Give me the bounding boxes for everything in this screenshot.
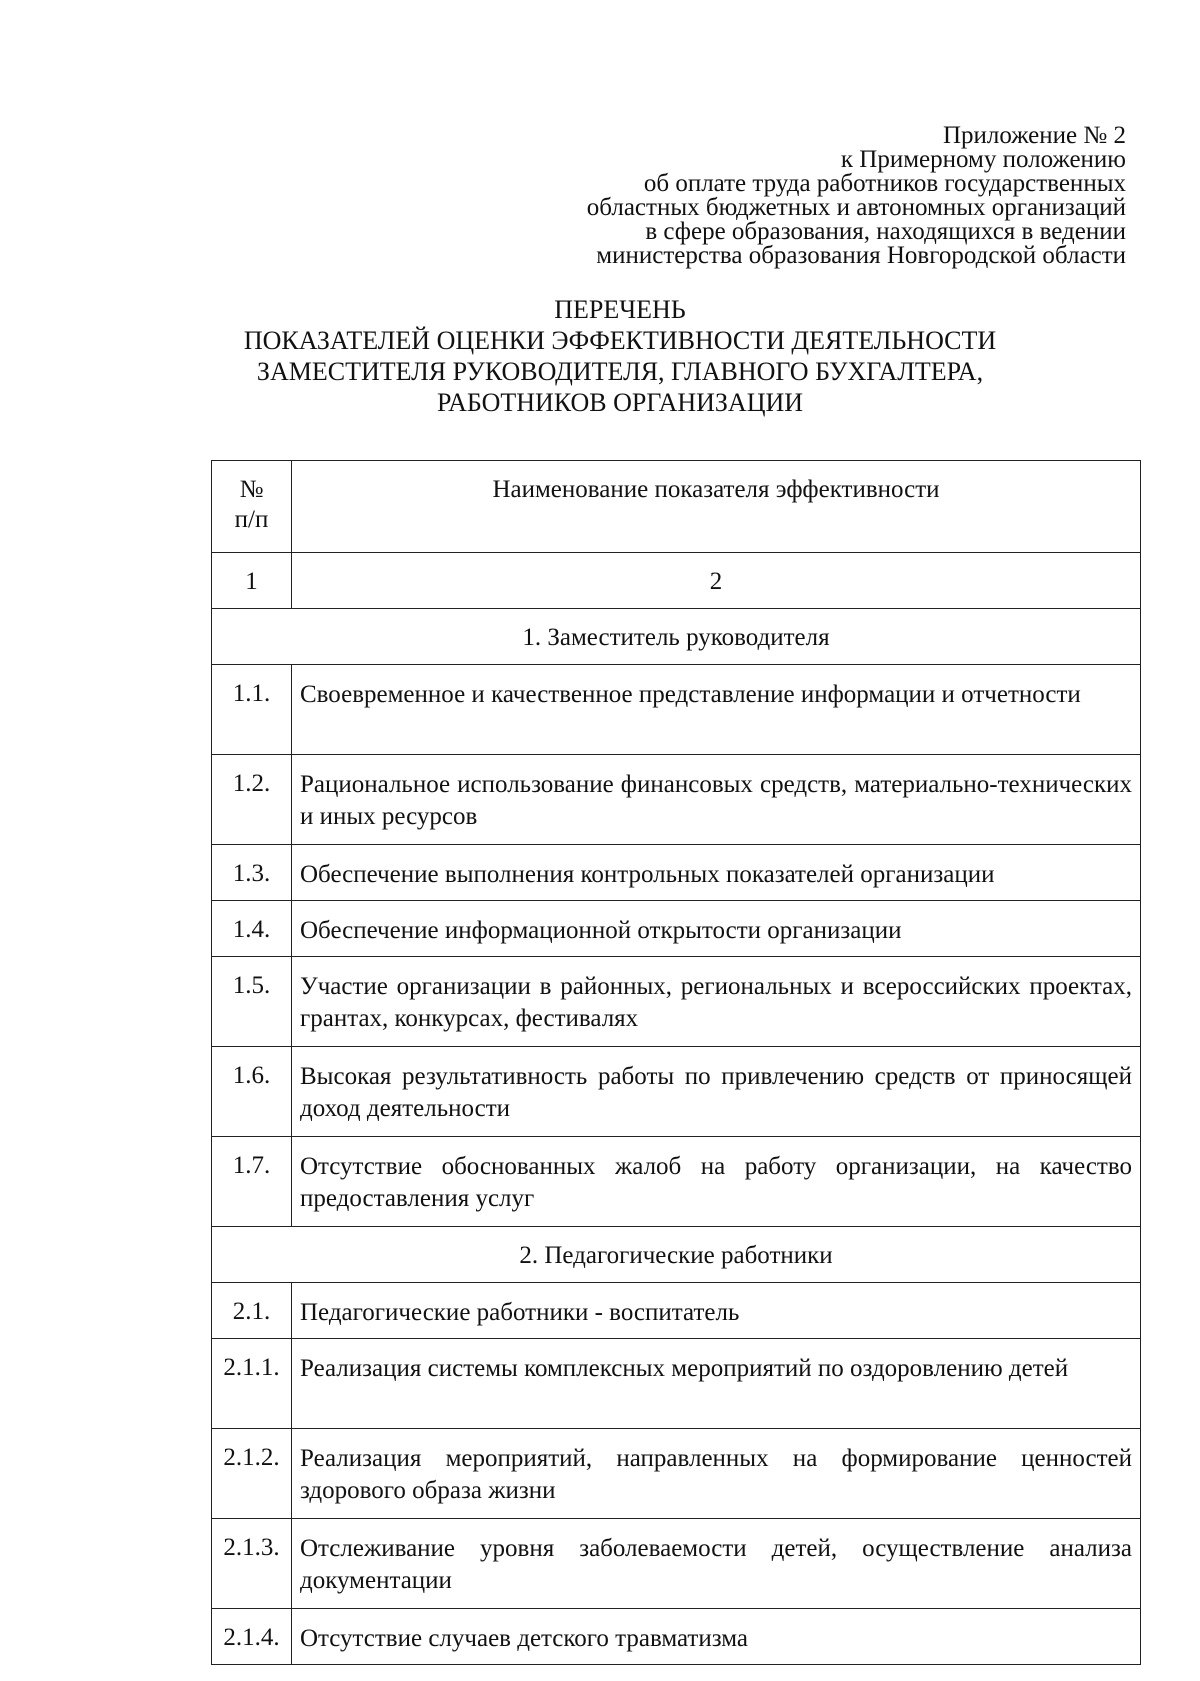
appendix-line: областных бюджетных и автономных организаций [586, 194, 1126, 221]
row-indicator-name: Педагогические работники - воспитатель [292, 1283, 1141, 1339]
table-row [212, 1339, 1141, 1429]
appendix-line: Приложение № 2 [942, 122, 1126, 149]
row-number: 1.6. [212, 1047, 292, 1137]
row-indicator-name: Своевременное и качественное представление информации и отчетности [292, 665, 1141, 755]
column-numbers-row [212, 553, 1141, 609]
row-number: 2.1.1. [212, 1339, 292, 1429]
table-row [212, 665, 1141, 755]
row-indicator-name: Реализация системы комплексных мероприятий по оздоровлению детей [292, 1339, 1141, 1429]
row-number: 2.1.2. [212, 1429, 292, 1519]
section-title: 1. Заместитель руководителя [212, 609, 1141, 665]
appendix-line: министерства образования Новгородской области [596, 242, 1126, 269]
row-indicator-name: Высокая результативность работы по привлечению средств от приносящей доход деятельности [292, 1047, 1141, 1137]
table-row [212, 845, 1141, 901]
row-indicator-name: Отсутствие случаев детского травматизма [292, 1609, 1141, 1665]
section-title: 2. Педагогические работники [212, 1227, 1141, 1283]
indicators-table [211, 460, 1141, 1665]
appendix-line: об оплате труда работников государственных [643, 170, 1126, 197]
row-number: 1.3. [212, 845, 292, 901]
table-row [212, 957, 1141, 1047]
table-row [212, 755, 1141, 845]
title-line: ЗАМЕСТИТЕЛЯ РУКОВОДИТЕЛЯ, ГЛАВНОГО БУХГАЛТЕРА, [256, 357, 984, 386]
title-line: ПОКАЗАТЕЛЕЙ ОЦЕНКИ ЭФФЕКТИВНОСТИ ДЕЯТЕЛЬНОСТИ [243, 326, 997, 355]
column-number-1: 1 [212, 553, 292, 609]
table-row [212, 1047, 1141, 1137]
row-indicator-name: Отсутствие обоснованных жалоб на работу организации, на качество предоставления услуг [292, 1137, 1141, 1227]
row-number: 1.5. [212, 957, 292, 1047]
appendix-note [587, 124, 1126, 268]
table-row [212, 901, 1141, 957]
row-indicator-name: Обеспечение выполнения контрольных показателей организации [292, 845, 1141, 901]
row-number: 1.7. [212, 1137, 292, 1227]
row-number: 2.1.4. [212, 1609, 292, 1665]
row-number: 1.1. [212, 665, 292, 755]
header-name-cell: Наименование показателя эффективности [292, 461, 1141, 553]
header-num-cell [212, 461, 292, 553]
column-number-2: 2 [292, 553, 1141, 609]
row-number: 1.4. [212, 901, 292, 957]
table-row [212, 1283, 1141, 1339]
title-line: ПЕРЕЧЕНЬ [554, 295, 686, 324]
row-indicator-name: Отслеживание уровня заболеваемости детей, осуществление анализа документации [292, 1519, 1141, 1609]
section-row [212, 1227, 1141, 1283]
row-indicator-name: Участие организации в районных, региональных и всероссийских проектах, грантах, конкурсах, фестивалях [292, 957, 1141, 1047]
row-indicator-name: Обеспечение информационной открытости организации [292, 901, 1141, 957]
table-header-row [212, 461, 1141, 553]
document-title [190, 294, 1050, 418]
table-row [212, 1609, 1141, 1665]
appendix-line: к Примерному положению [840, 146, 1126, 173]
row-number: 2.1.3. [212, 1519, 292, 1609]
row-number: 2.1. [212, 1283, 292, 1339]
row-number: 1.2. [212, 755, 292, 845]
header-num-symbol: № [239, 476, 264, 503]
table-row [212, 1519, 1141, 1609]
header-num-abbr: п/п [234, 506, 269, 533]
row-indicator-name: Рациональное использование финансовых средств, материально-технических и иных ресурсов [292, 755, 1141, 845]
appendix-line: в сфере образования, находящихся в ведении [645, 218, 1126, 245]
table-row [212, 1137, 1141, 1227]
row-indicator-name: Реализация мероприятий, направленных на формирование ценностей здорового образа жизни [292, 1429, 1141, 1519]
section-row [212, 609, 1141, 665]
title-line: РАБОТНИКОВ ОРГАНИЗАЦИИ [436, 388, 804, 417]
table-row [212, 1429, 1141, 1519]
